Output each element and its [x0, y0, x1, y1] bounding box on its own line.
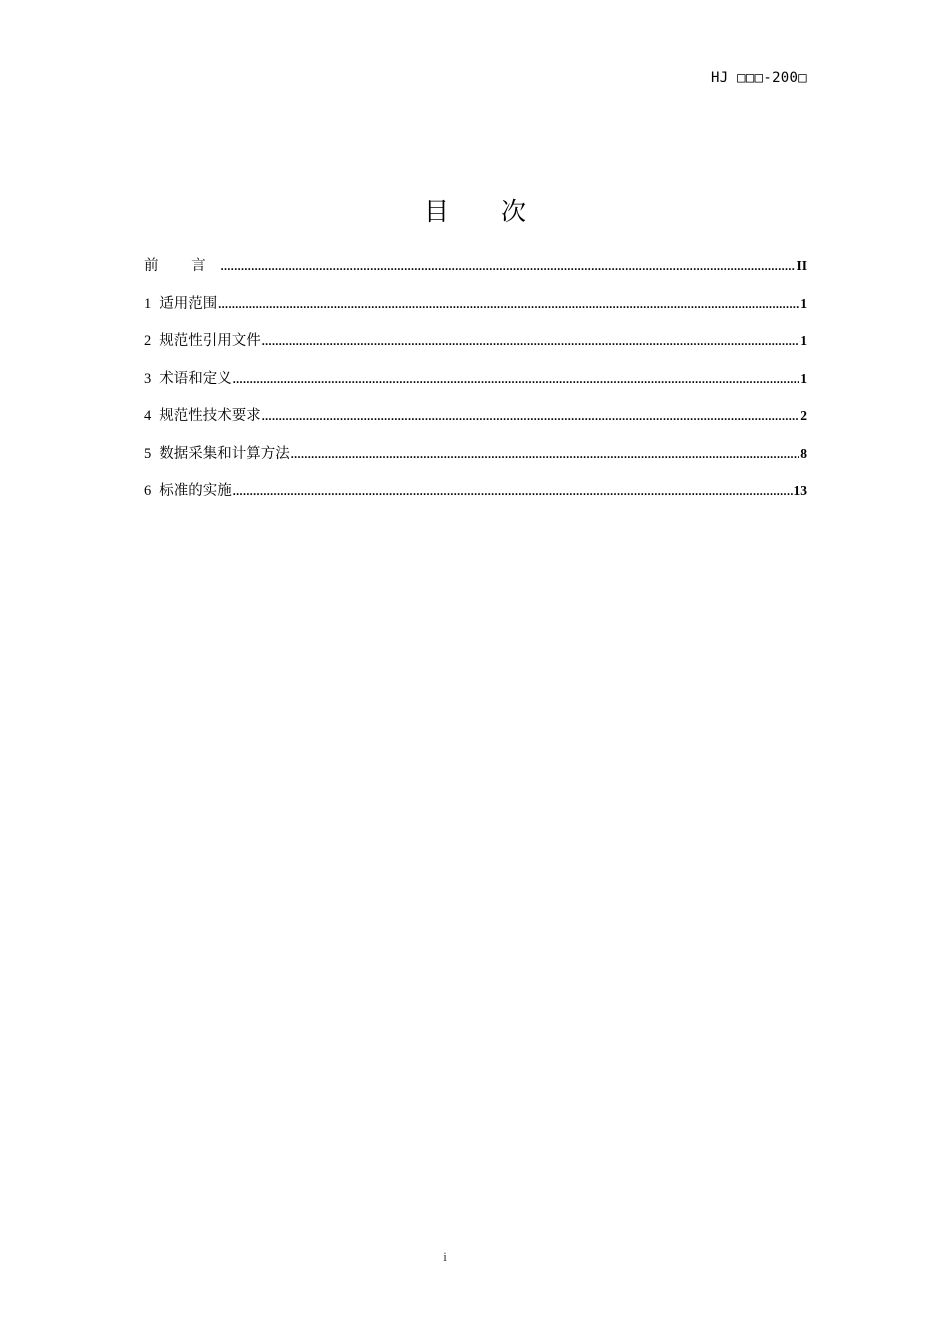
document-code: HJ □□□-200□ [710, 70, 807, 86]
toc-entry-page: 8 [800, 445, 807, 461]
toc-entry-number: 1 [144, 295, 152, 312]
toc-entry-label: 前 言 [144, 258, 220, 274]
toc-entry-page: 2 [800, 408, 807, 423]
toc-entry-number: 4 [144, 408, 152, 424]
toc-entry-implementation[interactable] [144, 479, 807, 517]
toc-entry-foreword[interactable] [144, 254, 807, 292]
toc-entry-page: 1 [800, 333, 807, 348]
toc-entry-number: 3 [144, 370, 152, 387]
toc-entry-technical-requirements[interactable] [144, 404, 807, 442]
toc-entry-page: 1 [800, 370, 807, 386]
toc-entry-label: 数据采集和计算方法 [159, 445, 290, 462]
toc-entry-number: 6 [144, 483, 152, 499]
toc-title: 目 次 [424, 197, 548, 226]
toc-entry-label: 规范性技术要求 [159, 408, 261, 424]
toc-entry-number: 2 [144, 333, 152, 349]
toc-entry-label: 标准的实施 [159, 483, 232, 499]
toc-entry-label: 规范性引用文件 [159, 333, 261, 349]
toc-entry-label: 适用范围 [159, 295, 218, 312]
dot-leader [218, 297, 799, 312]
toc-entry-page: 1 [800, 295, 807, 311]
dot-leader [233, 484, 793, 499]
toc-entry-label: 术语和定义 [159, 370, 232, 387]
dot-leader [233, 372, 800, 387]
dot-leader [221, 259, 796, 274]
toc-entry-number: 5 [144, 445, 152, 462]
dot-leader [291, 447, 800, 462]
dot-leader [262, 409, 800, 424]
toc-entry-page: 13 [793, 483, 807, 498]
dot-leader [262, 334, 800, 349]
toc-entry-scope[interactable] [144, 292, 807, 330]
toc-entry-data-collection[interactable] [144, 442, 807, 480]
page-number: i [443, 1249, 447, 1264]
table-of-contents [144, 254, 807, 517]
toc-entry-normative-references[interactable] [144, 329, 807, 367]
toc-entry-page: II [796, 258, 807, 273]
toc-entry-terms-definitions[interactable] [144, 367, 807, 405]
